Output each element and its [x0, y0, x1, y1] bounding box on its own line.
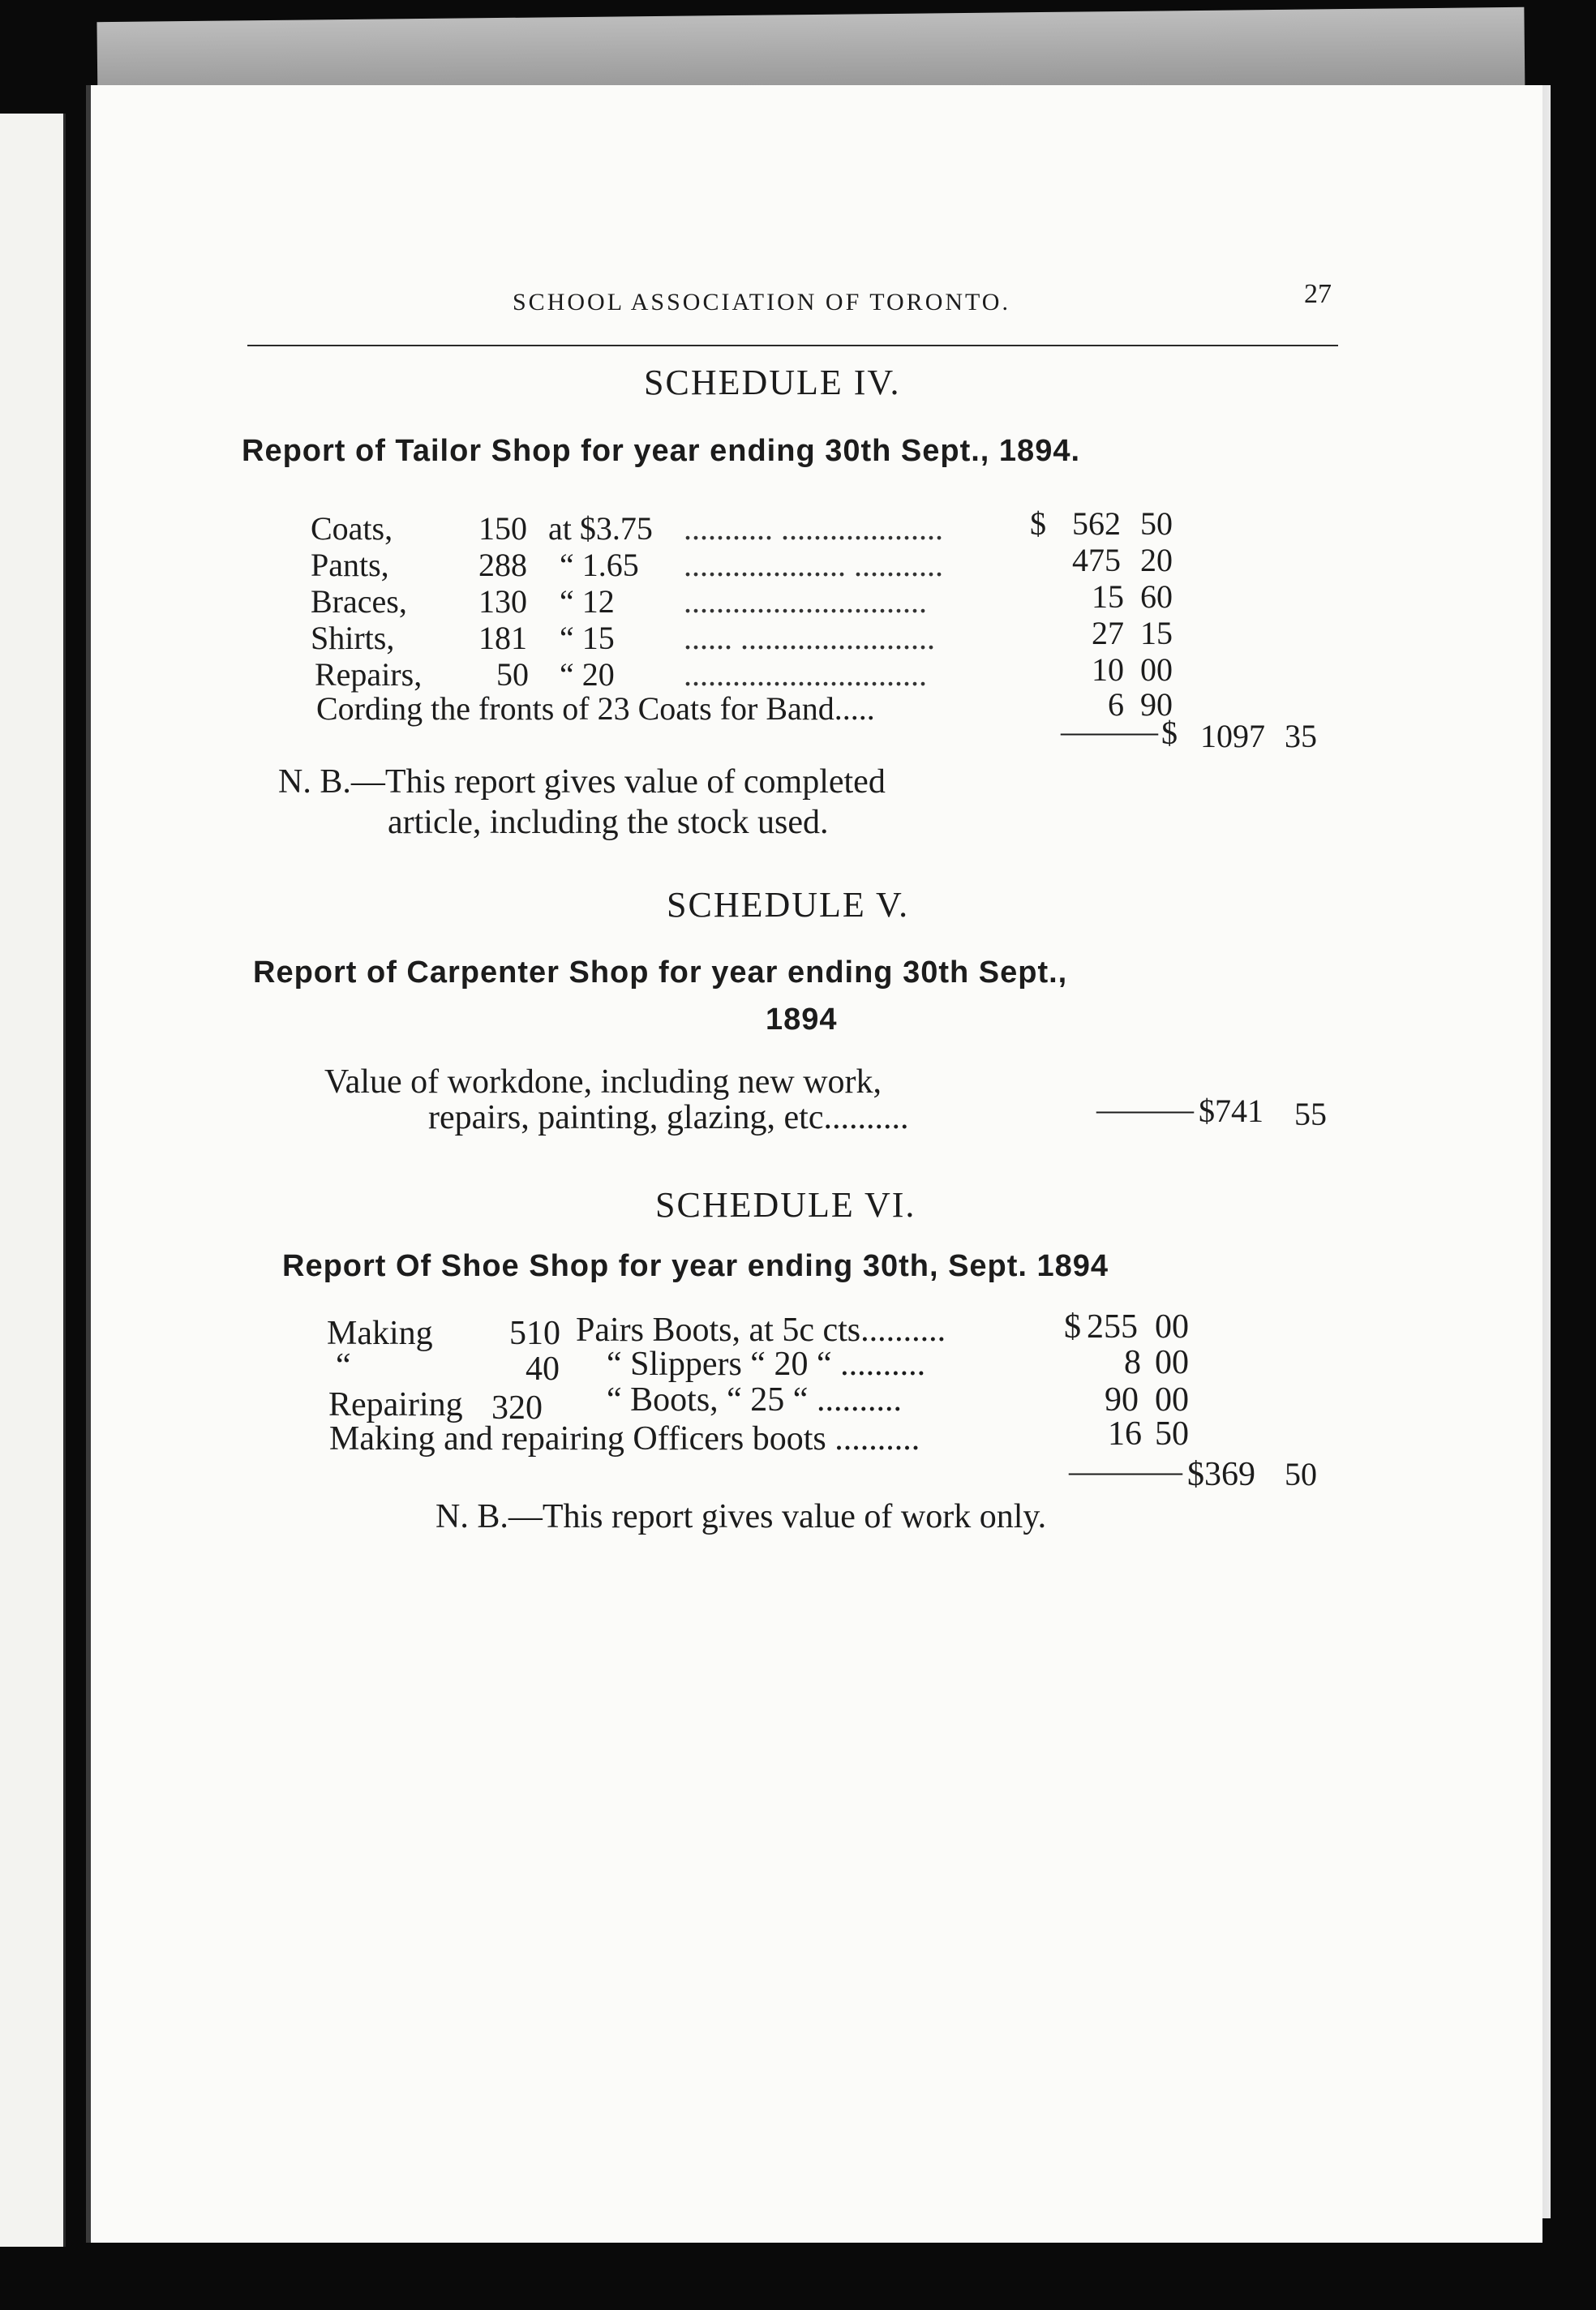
- shoe-report-title: Report Of Shoe Shop for year ending 30th, Sept. 1894: [282, 1249, 1109, 1283]
- description: “ Slippers “ 20 “ ..........: [607, 1346, 926, 1383]
- cents: 50: [1140, 505, 1173, 542]
- description: Pairs Boots, at 5c cts..........: [576, 1312, 946, 1349]
- schedule-iv-heading: SCHEDULE IV.: [644, 363, 901, 402]
- quantity: 288: [478, 547, 527, 583]
- dollars: 27: [1092, 615, 1124, 651]
- dollars: 8: [1124, 1344, 1141, 1381]
- carpenter-text-line1: Value of workdone, including new work,: [324, 1063, 882, 1101]
- schedule-vi-heading: SCHEDULE VI.: [655, 1185, 916, 1225]
- rate: at $3.75: [548, 510, 653, 547]
- carpenter-total-amount: $741: [1199, 1093, 1264, 1129]
- item: Braces,: [311, 583, 407, 620]
- total-cents: 50: [1285, 1456, 1317, 1492]
- tailor-report-title: Report of Tailor Shop for year ending 30th Sept., 1894.: [242, 434, 1081, 468]
- dollars: 15: [1092, 578, 1124, 615]
- quantity: 40: [526, 1350, 560, 1388]
- carpenter-report-title-line1: Report of Carpenter Shop for year ending 30th Sept.,: [253, 955, 1068, 990]
- item: Repairs,: [315, 656, 423, 693]
- facing-page-edge: [0, 114, 66, 2247]
- label: Repairing: [328, 1386, 463, 1423]
- quantity: 130: [478, 583, 527, 620]
- page-number: 27: [1304, 279, 1332, 309]
- rate: “ 1.65: [560, 547, 639, 583]
- tailor-note-line2: article, including the stock used.: [388, 804, 829, 841]
- currency-sign: $: [1064, 1308, 1081, 1346]
- cents: 15: [1140, 615, 1173, 651]
- label: Making: [327, 1315, 433, 1352]
- dollars: 562: [1072, 505, 1121, 542]
- document-page: [91, 85, 1542, 2243]
- total-dash: ———–: [1069, 1453, 1182, 1489]
- quantity: 50: [496, 656, 529, 693]
- schedule-v-heading: SCHEDULE V.: [667, 885, 910, 925]
- cents: 00: [1155, 1308, 1189, 1346]
- currency-sign: $: [1161, 715, 1178, 751]
- cents: 50: [1155, 1415, 1189, 1453]
- carpenter-report-title-line2: 1894: [766, 1003, 838, 1037]
- dollars: 1097: [1200, 718, 1265, 754]
- cents: 00: [1155, 1344, 1189, 1381]
- leader-dots: ..............................: [684, 656, 927, 693]
- leader-dots: ...... ........................: [684, 620, 935, 656]
- quantity: 150: [478, 510, 527, 547]
- currency-sign: $: [1030, 505, 1046, 542]
- quantity: 320: [491, 1389, 543, 1427]
- running-title: SCHOOL ASSOCIATION OF TORONTO.: [513, 289, 1010, 316]
- cents: 20: [1140, 542, 1173, 578]
- carpenter-total-dash: ———: [1096, 1091, 1194, 1127]
- tailor-note-line1: N. B.—This report gives value of completed: [278, 763, 886, 801]
- label: “: [336, 1347, 351, 1385]
- rate: “ 20: [560, 656, 615, 693]
- label: Making and repairing Officers boots ..........: [329, 1420, 920, 1458]
- dollars: 6: [1108, 686, 1124, 723]
- cents: 35: [1285, 718, 1317, 754]
- item: Shirts,: [311, 620, 395, 656]
- total-dash: ———: [1061, 713, 1158, 749]
- item: Pants,: [311, 547, 389, 583]
- rate: “ 12: [560, 583, 615, 620]
- leader-dots: ........... ....................: [684, 510, 943, 547]
- dollars: 90: [1105, 1381, 1139, 1419]
- cents: 00: [1140, 651, 1173, 688]
- cents: 60: [1140, 578, 1173, 615]
- leader-dots: .................... ...........: [684, 547, 943, 583]
- header-rule: [247, 345, 1338, 346]
- cents: 90: [1140, 686, 1173, 723]
- quantity: 510: [509, 1315, 560, 1352]
- item: Coats,: [311, 510, 393, 547]
- carpenter-total-cents: 55: [1294, 1096, 1327, 1132]
- dollars: 16: [1108, 1415, 1142, 1453]
- quantity: 181: [478, 620, 527, 656]
- dollars: 10: [1092, 651, 1124, 688]
- item: Cording the fronts of 23 Coats for Band.....: [316, 690, 875, 727]
- dollars: 475: [1072, 542, 1121, 578]
- cents: 00: [1155, 1381, 1189, 1419]
- description: “ Boots, “ 25 “ ..........: [607, 1381, 902, 1419]
- total-amount: $369: [1187, 1456, 1255, 1493]
- leader-dots: ..............................: [684, 583, 927, 620]
- shoe-note: N. B.—This report gives value of work only.: [435, 1498, 1047, 1535]
- rate: “ 15: [560, 620, 615, 656]
- carpenter-text-line2: repairs, painting, glazing, etc..........: [428, 1099, 909, 1136]
- dollars: 255: [1087, 1308, 1138, 1346]
